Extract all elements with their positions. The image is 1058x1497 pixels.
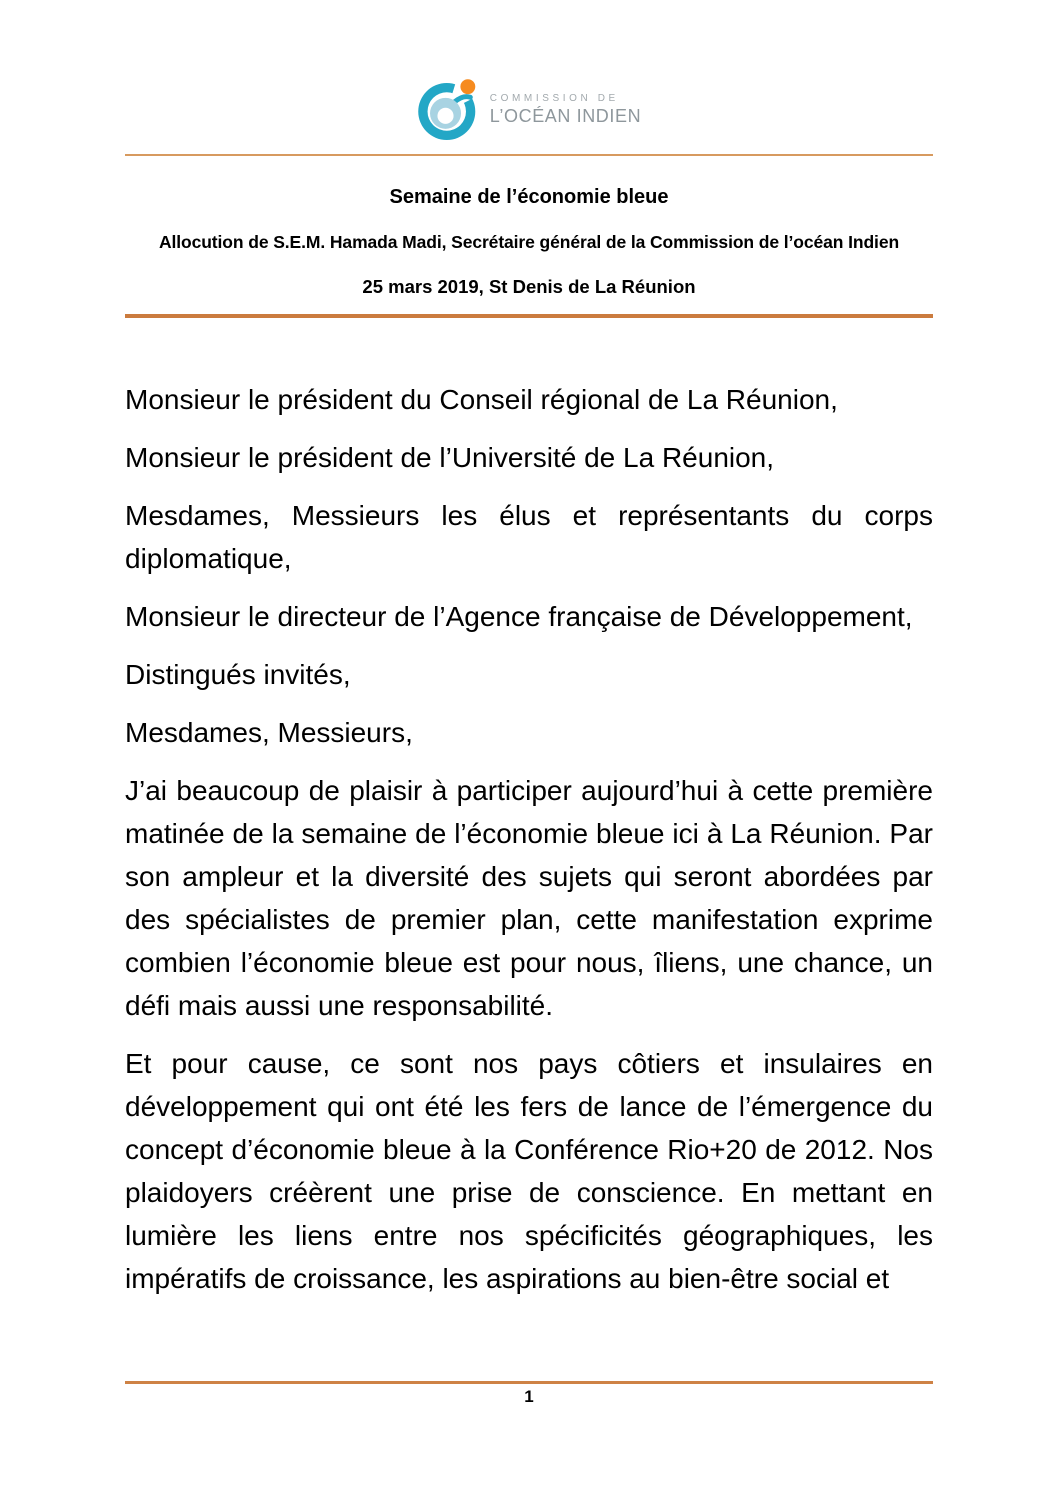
body-paragraph: J’ai beaucoup de plaisir à participer aujourd’hui à cette première matinée de la semaine de l’économie bleue ici à La Réunion. Par son ampleur et la diversité des sujets qui seront abordées par des spécialistes de premier plan, cette manifestation exprime combien l’économie bleue est pour nous, îliens, une chance, un défi mais aussi une responsabilité. [125,775,933,1021]
coi-logo-name-bottom: L’OCÉAN INDIEN [489,105,642,126]
doc-subtitle: Allocution de S.E.M. Hamada Madi, Secrétaire général de la Commission de l’océan Indien [158,232,900,252]
body-paragraph: Mesdames, Messieurs, [125,717,413,748]
doc-title: Semaine de l’économie bleue [389,186,669,208]
doc-date-location: 25 mars 2019, St Denis de La Réunion [362,276,696,297]
footer-rule [125,1381,933,1384]
document-body [125,378,933,1300]
page-number: 1 [524,1387,534,1406]
coi-logo-name-top: COMMISSION DE [489,92,619,104]
header-rule-top [125,154,933,156]
body-paragraph: Monsieur le directeur de l’Agence française de Développement, [125,601,913,632]
coi-logo-text [490,94,641,125]
body-paragraph: Monsieur le président du Conseil régional de La Réunion, [125,384,838,415]
document-header [0,186,1058,298]
header-rule-bottom [125,314,933,318]
body-paragraph: Distingués invités, [125,659,351,690]
body-paragraph: Mesdames, Messieurs les élus et représentants du corps diplomatique, [125,500,933,574]
document-footer [125,1381,933,1407]
coi-logo [0,0,1058,140]
body-paragraph: Monsieur le président de l’Université de La Réunion, [125,442,775,473]
body-paragraph: Et pour cause, ce sont nos pays côtiers et insulaires en développement qui ont été les fers de lance de l’émergence du concept d’économie bleue à la Conférence Rio+20 de 2012. Nos plaidoyers créèrent une prise de conscience. En mettant en lumière les liens entre nos spécificités géographiques, les impératifs de croissance, les aspirations au bien-être social et [125,1048,933,1294]
coi-spiral-logo-icon [417,78,479,140]
